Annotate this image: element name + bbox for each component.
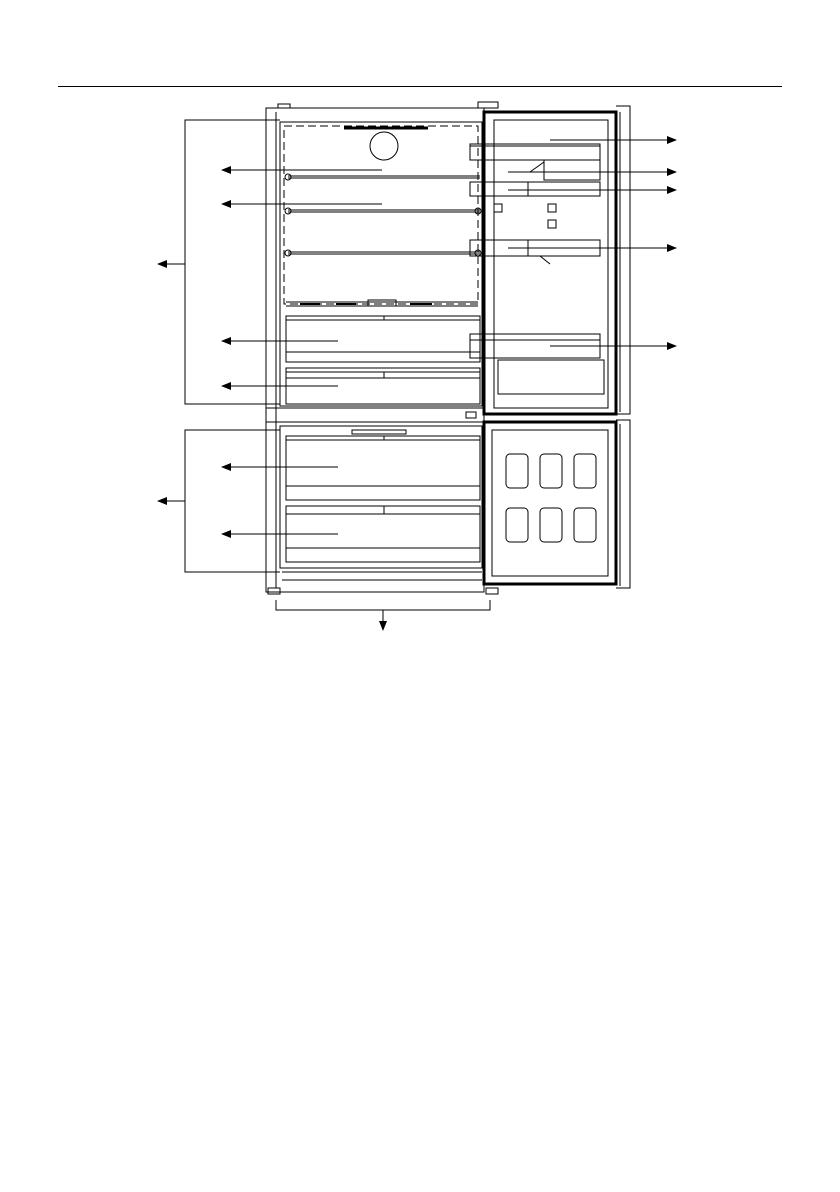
freezer-compartment — [280, 426, 482, 568]
feet-bracket — [276, 600, 490, 610]
fridge-shelf-3 — [285, 250, 481, 256]
freezer-drawer-1 — [286, 436, 480, 500]
fan-cover — [370, 132, 398, 160]
adjustable-feet — [268, 588, 498, 594]
fridge-shelf-1 — [285, 174, 480, 180]
fridge-compartment — [280, 122, 482, 406]
fridge-shelf-2 — [285, 208, 481, 214]
fridge-door — [484, 106, 630, 414]
door-balcony-2 — [470, 182, 600, 196]
egg-tray — [494, 160, 600, 228]
crisper-drawer — [286, 316, 480, 362]
door-balcony-bottle — [470, 334, 604, 394]
mid-divider — [266, 408, 484, 422]
door-balcony-3 — [470, 240, 600, 264]
bottom-grille — [282, 572, 482, 580]
crisper-cover — [286, 300, 478, 306]
freezer-door — [484, 420, 630, 588]
door-balcony-1 — [470, 144, 600, 160]
